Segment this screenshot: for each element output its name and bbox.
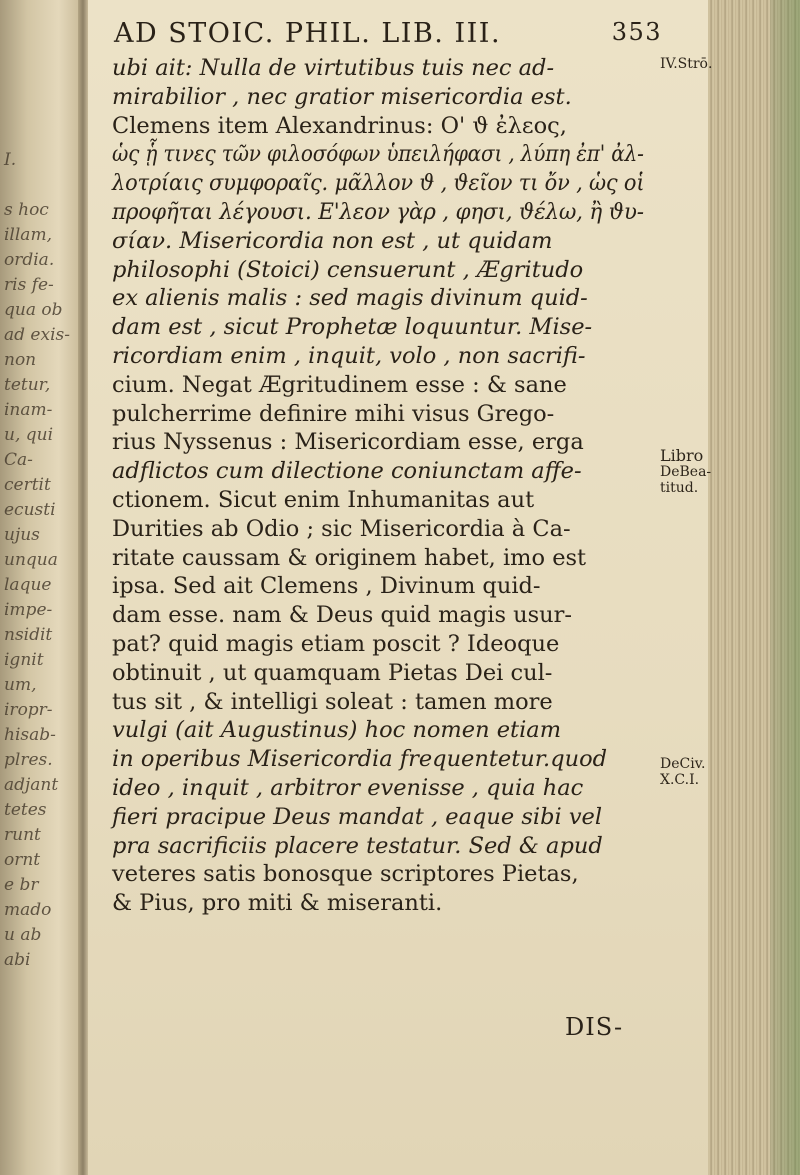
text-line: ideo , inquit , arbitror evenisse , quia hac xyxy=(112,774,584,801)
left-page-fragment: um, xyxy=(4,675,37,695)
previous-page-edge xyxy=(0,0,78,1175)
left-page-fragment: ad exis- xyxy=(4,325,70,345)
left-page-fragment: hisab- xyxy=(4,725,56,745)
marginal-note-text: DeCiv. xyxy=(660,756,706,772)
book-gutter xyxy=(78,0,88,1175)
text-line: obtinuit , ut quamquam Pietas Dei cul- xyxy=(112,659,553,686)
text-line: λοτρίαις συμφοραῖς. μᾶλλον ϑ , ϑεῖον τι ὄν , ὡς οἱ xyxy=(112,170,645,197)
page-edge-stack xyxy=(708,0,800,1175)
text-line: & Pius, pro miti & miseranti. xyxy=(112,890,443,917)
text-line: cium. Negat Ægritudinem esse : & sane xyxy=(112,371,567,398)
left-page-fragment: ornt xyxy=(4,850,41,870)
marginal-note-3 xyxy=(660,756,720,788)
left-page-fragment: abi xyxy=(4,950,31,970)
running-title: AD STOIC. PHIL. LIB. III. xyxy=(114,18,502,49)
text-line: mirabilior , nec gratior misericordia est. xyxy=(112,83,572,110)
page-number: 353 xyxy=(611,18,662,46)
left-page-fragment: u ab xyxy=(4,925,42,945)
left-page-fragment: plres. xyxy=(4,750,53,770)
left-page-fragment: qua ob xyxy=(4,300,63,320)
left-page-fragment: Ca- xyxy=(4,450,33,470)
main-text xyxy=(112,54,644,918)
text-line: ctionem. Sicut enim Inhumanitas aut xyxy=(112,486,535,513)
text-line: ex alienis malis : sed magis divinum quid- xyxy=(112,285,588,312)
text-line: dam esse. nam & Deus quid magis usur- xyxy=(112,602,573,629)
left-page-fragment: ecusti xyxy=(4,500,56,520)
text-line: adflictos cum dilectione coniunctam affe- xyxy=(112,458,582,485)
text-line: Durities ab Odio ; sic Misericordia à Ca- xyxy=(112,515,571,542)
left-page-fragment: nsidit xyxy=(4,625,53,645)
text-line: fieri pracipue Deus mandat , eaque sibi vel xyxy=(112,803,603,830)
left-page-fragment: adjant xyxy=(4,775,59,795)
left-page-fragment: unqua xyxy=(4,550,58,570)
text-line: tus sit , & intelligi soleat : tamen more xyxy=(112,688,553,715)
left-page-fragment: runt xyxy=(4,825,41,845)
text-line: pat? quid magis etiam poscit ? Ideoque xyxy=(112,630,560,657)
text-line: ricordiam enim , inquit, volo , non sacrifi- xyxy=(112,342,586,369)
left-page-fragment: non xyxy=(4,350,37,370)
running-header xyxy=(114,18,674,49)
marginal-note-text: X.C.I. xyxy=(660,772,700,788)
text-line: philosophi (Stoici) censuerunt , Ægritudo xyxy=(112,256,584,283)
text-line: ritate caussam & originem habet, imo est xyxy=(112,544,587,571)
text-line: ipsa. Sed ait Clemens , Divinum quid- xyxy=(112,573,541,600)
left-page-fragment: certit xyxy=(4,475,51,495)
text-line: σίαν. Misericordia non est , ut quidam xyxy=(112,227,553,254)
left-page-fragment: I. xyxy=(4,150,17,170)
marginal-note-2 xyxy=(660,448,720,496)
text-line: Clemens item Alexandrinus: Ο' ϑ ἐλεος, xyxy=(112,112,567,139)
text-line: pulcherrime definire mihi visus Grego- xyxy=(112,400,555,427)
left-page-fragment: e br xyxy=(4,875,39,895)
text-line: ὡς ᾗ τινες τῶν φιλοσόφων ὑπειλήφασι , λύπη ἐπ' ἀλ- xyxy=(112,141,644,168)
text-line: dam est , sicut Prophetæ loquuntur. Mise- xyxy=(112,314,593,341)
text-line: pra sacrificiis placere testatur. Sed & apud xyxy=(112,832,603,859)
left-page-fragment: iropr- xyxy=(4,700,53,720)
left-page-fragment: ujus xyxy=(4,525,40,545)
marginal-note-text: DeBea- xyxy=(660,464,712,480)
text-line: veteres satis bonosque scriptores Pietas, xyxy=(112,861,579,888)
left-page-fragment: inam- xyxy=(4,400,53,420)
left-page-fragment: s hoc xyxy=(4,200,49,220)
left-page-fragment: illam, xyxy=(4,225,52,245)
text-line: ubi ait: Nulla de virtutibus tuis nec ad- xyxy=(112,55,555,81)
catchword: DIS- xyxy=(565,1013,624,1041)
text-line: προφῆται λέγουσι. Ε'λεον γὰρ , φησι, ϑέλω, ἢ ϑυ- xyxy=(112,198,644,225)
left-page-fragment: laque xyxy=(4,575,52,595)
left-page-fragment: ordia. xyxy=(4,250,55,270)
marginal-note-1 xyxy=(660,56,720,72)
left-page-fragment: impe- xyxy=(4,600,53,620)
marginal-note-text: Libro xyxy=(660,446,704,465)
left-page-fragment: u, qui xyxy=(4,425,54,445)
left-page-fragment: ris fe- xyxy=(4,275,54,295)
left-page-fragment: mado xyxy=(4,900,52,920)
left-page-fragment: tetur, xyxy=(4,375,51,395)
text-line: vulgi (ait Augustinus) hoc nomen etiam xyxy=(112,717,562,744)
marginal-note-text: titud. xyxy=(660,480,699,496)
text-line: in operibus Misericordia frequentetur.quod xyxy=(112,746,608,773)
left-page-fragment: tetes xyxy=(4,800,47,820)
left-page-fragment: ignit xyxy=(4,650,44,670)
text-line: rius Nyssenus : Misericordiam esse, erga xyxy=(112,429,584,456)
marginal-note-text: IV.Strō. xyxy=(660,56,713,72)
